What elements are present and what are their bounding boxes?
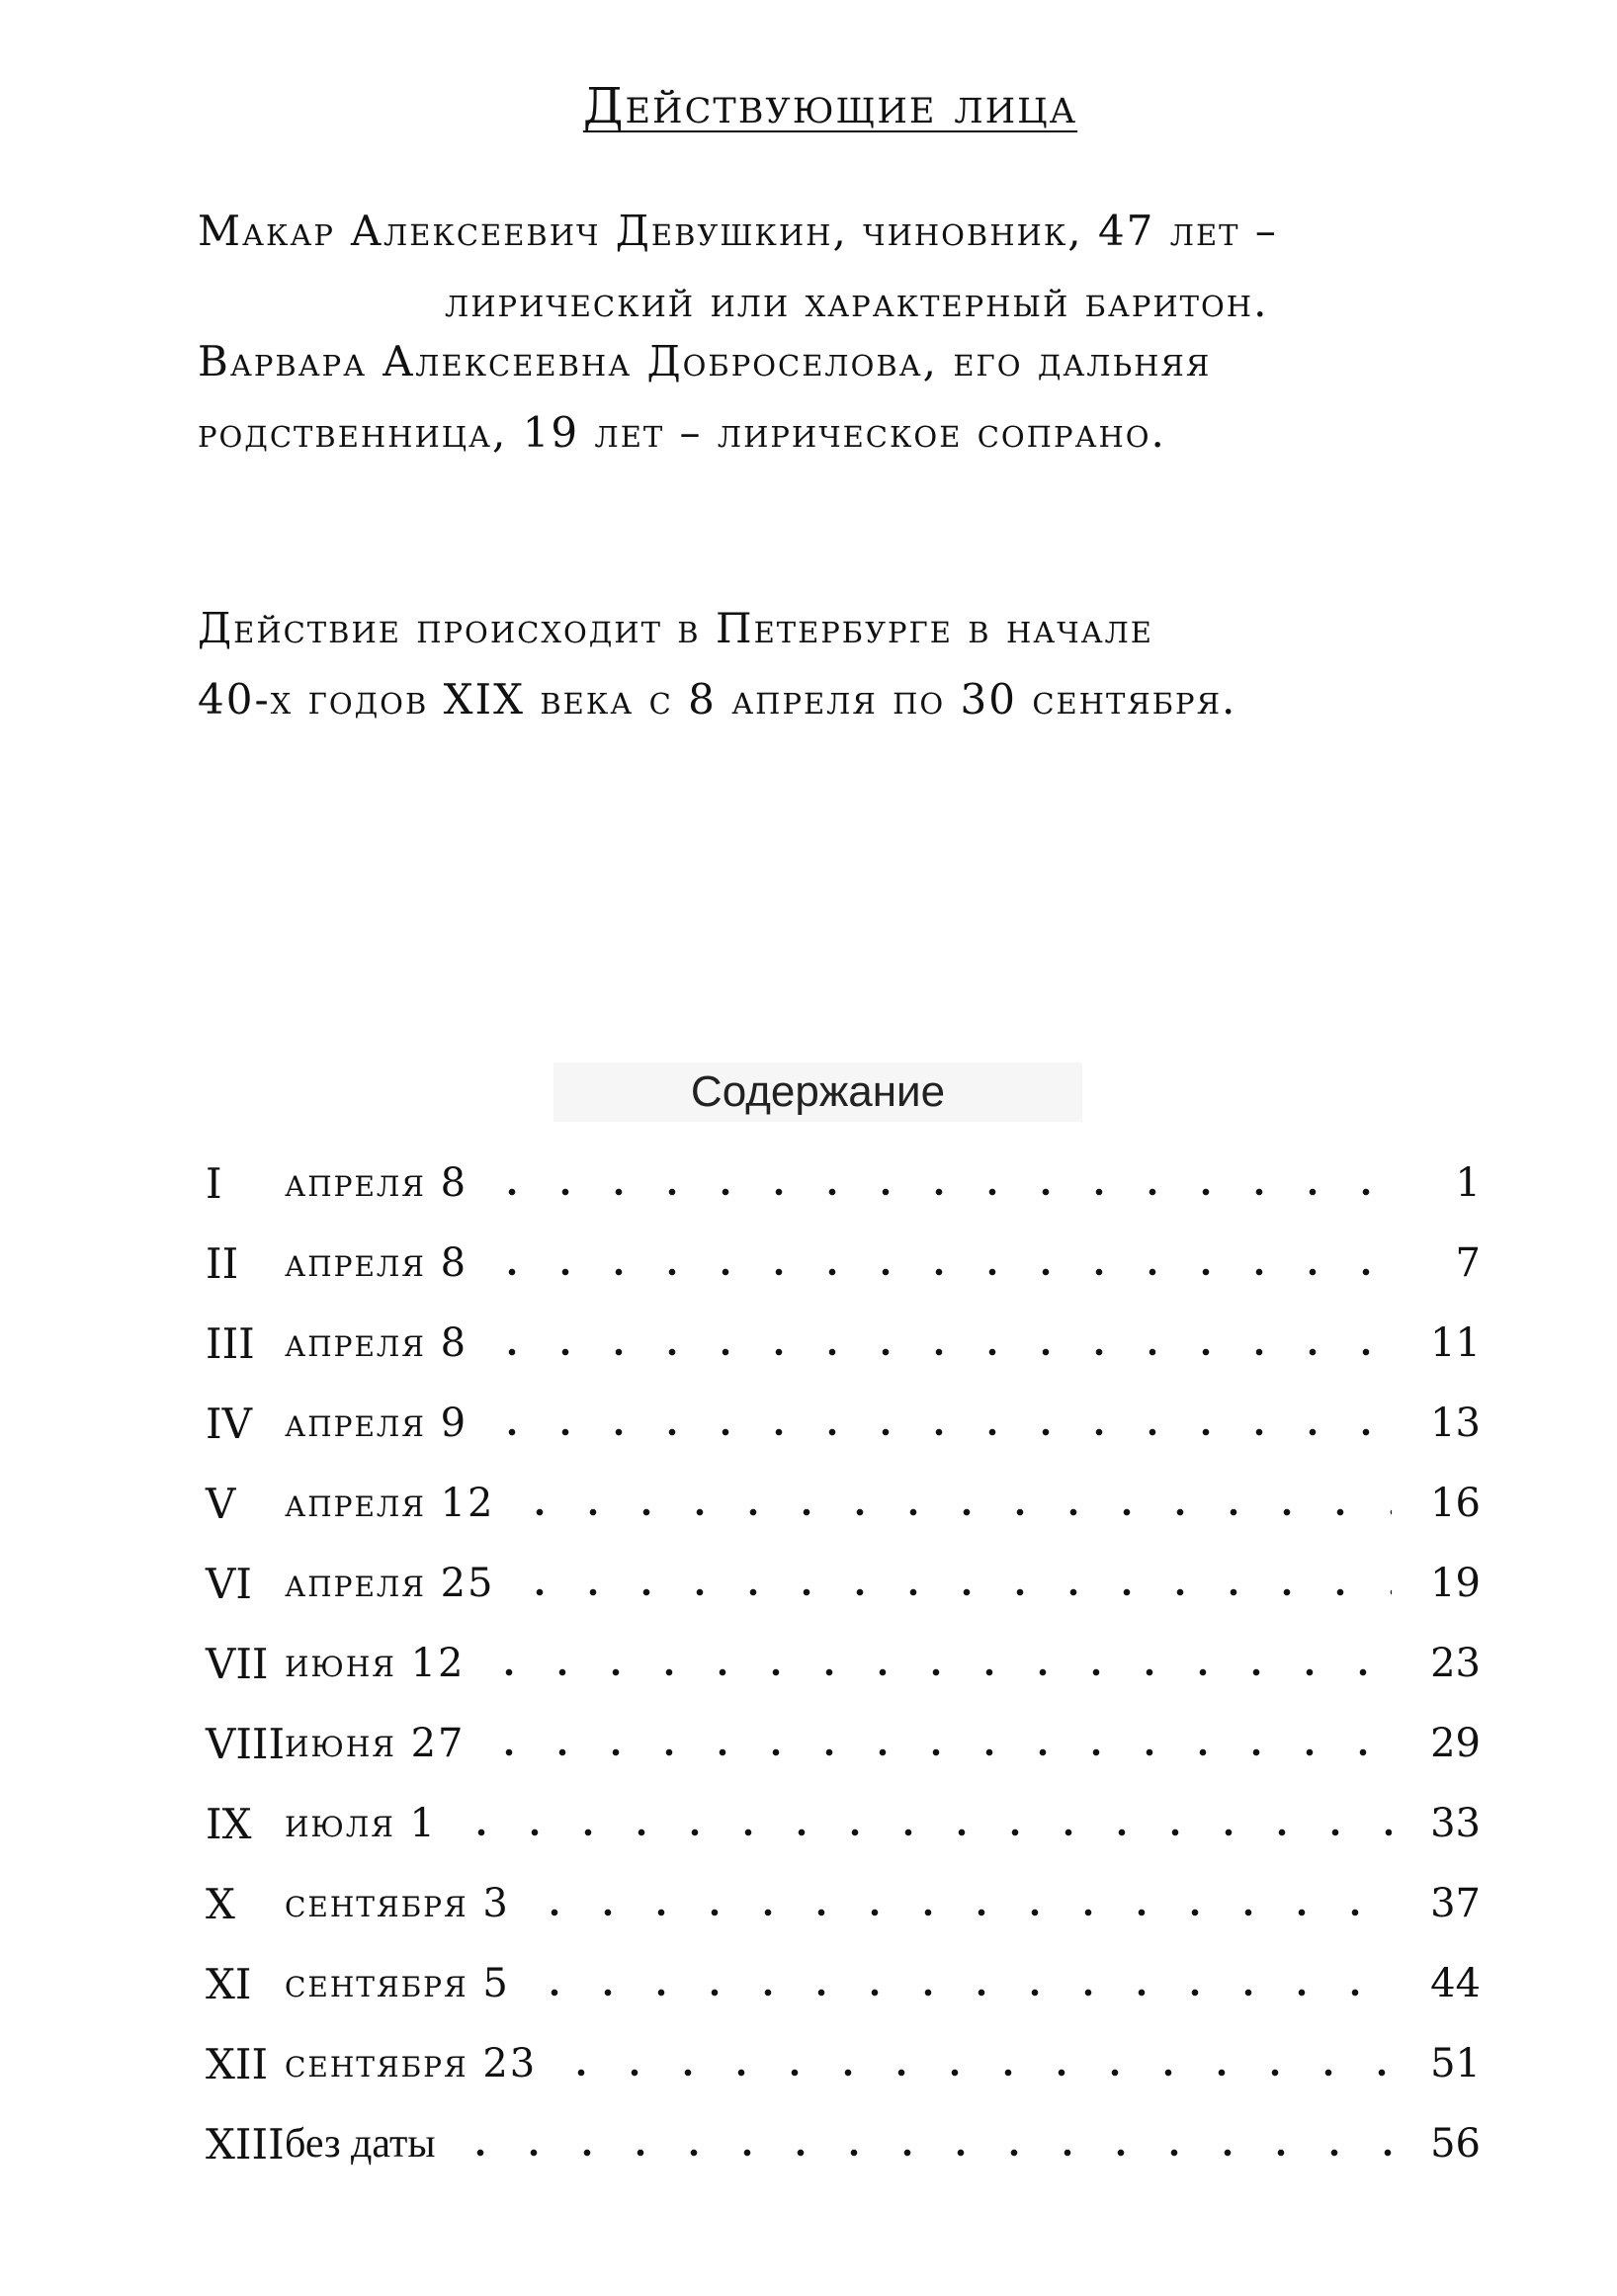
toc-page-number: 56 (1430, 2121, 1481, 2167)
toc-label: июля 1 (285, 1801, 437, 1846)
toc-page-number: 29 (1430, 1721, 1481, 1766)
toc-row (206, 1632, 1481, 1695)
toc-leader-dots (454, 2149, 1392, 2157)
toc-label: апреля 8 (285, 1160, 468, 1206)
toc-row (206, 1792, 1481, 1855)
page-title: Действующие лица (582, 77, 1078, 134)
toc-leader-dots (528, 1989, 1392, 1997)
toc-row (206, 1392, 1481, 1455)
toc-leader-dots (485, 1268, 1392, 1276)
character-varvara-line1: Варвара Алексеевна Доброселова, его дальняя (198, 337, 1212, 385)
toc-leader-dots (485, 1348, 1392, 1356)
toc-leader-dots (482, 1668, 1392, 1676)
toc-leader-dots (485, 1188, 1392, 1196)
toc-row (206, 1312, 1481, 1375)
toc-number: V (206, 1479, 236, 1528)
toc-page-number: 33 (1430, 1801, 1481, 1846)
toc-label: июня 27 (285, 1721, 466, 1766)
character-varvara (198, 326, 1522, 468)
toc-row (206, 1552, 1481, 1615)
toc-number: X (206, 1879, 235, 1928)
toc-page-number: 23 (1430, 1641, 1481, 1686)
toc-row (206, 2112, 1481, 2175)
setting-description (198, 593, 1522, 735)
toc-leader-dots (554, 2069, 1392, 2077)
toc-page-number: 13 (1430, 1401, 1481, 1446)
toc-label: сентября 23 (285, 2041, 538, 2086)
toc-leader-dots (482, 1748, 1392, 1756)
toc-label: без даты (285, 2121, 436, 2167)
toc-page-number: 11 (1430, 1320, 1481, 1366)
toc-number: IX (206, 1799, 252, 1848)
toc-label: апреля 12 (285, 1481, 495, 1526)
toc-row (206, 1472, 1481, 1535)
setting-line1: Действие происходит в Петербурге в начале (198, 604, 1153, 652)
toc-row (206, 1232, 1481, 1295)
toc-number: XI (206, 1959, 252, 2008)
toc-row (206, 2032, 1481, 2095)
toc-page-number: 19 (1430, 1561, 1481, 1606)
toc-label: апреля 8 (285, 1320, 468, 1366)
toc-row (206, 1151, 1481, 1215)
toc-leader-dots (455, 1828, 1392, 1836)
toc-number: I (206, 1158, 222, 1208)
toc-page-number: 37 (1430, 1881, 1481, 1926)
toc-label: апреля 8 (285, 1240, 468, 1286)
toc-number: VI (206, 1559, 252, 1608)
character-makar-line1: Макар Алексеевич Девушкин, чиновник, 47 лет – (198, 207, 1278, 255)
setting-line2: 40-х годов XIX века с 8 апреля по 30 сентября. (198, 675, 1237, 723)
contents-heading: Содержание (553, 1063, 1082, 1122)
toc-row (206, 1872, 1481, 1935)
toc-page-number: 16 (1430, 1481, 1481, 1526)
character-varvara-line2: родственница, 19 лет – лирическое сопрано. (198, 408, 1166, 457)
toc-number: III (206, 1318, 255, 1368)
toc-row (206, 1952, 1481, 2015)
toc-page-number: 51 (1430, 2041, 1481, 2086)
toc-label: сентября 5 (285, 1961, 510, 2006)
toc-row (206, 1712, 1481, 1775)
toc-number: VIII (206, 1719, 286, 1768)
toc-label: апреля 25 (285, 1561, 495, 1606)
character-makar (198, 196, 1522, 338)
toc-leader-dots (513, 1588, 1393, 1596)
toc-leader-dots (528, 1909, 1392, 1916)
toc-page-number: 1 (1455, 1160, 1481, 1206)
toc-label: сентября 3 (285, 1881, 510, 1926)
toc-label: июня 12 (285, 1641, 466, 1686)
toc-number: XII (206, 2039, 269, 2088)
toc-number: IV (206, 1399, 252, 1448)
toc-number: VII (206, 1639, 269, 1688)
character-makar-line2: лирический или характерный баритон. (445, 278, 1269, 326)
toc-page-number: 44 (1430, 1961, 1481, 2006)
toc-number: II (206, 1238, 239, 1288)
toc-number: XIII (206, 2119, 285, 2168)
toc-leader-dots (485, 1428, 1392, 1436)
toc-leader-dots (513, 1508, 1393, 1516)
toc-label: апреля 9 (285, 1401, 468, 1446)
toc-page-number: 7 (1455, 1240, 1481, 1286)
